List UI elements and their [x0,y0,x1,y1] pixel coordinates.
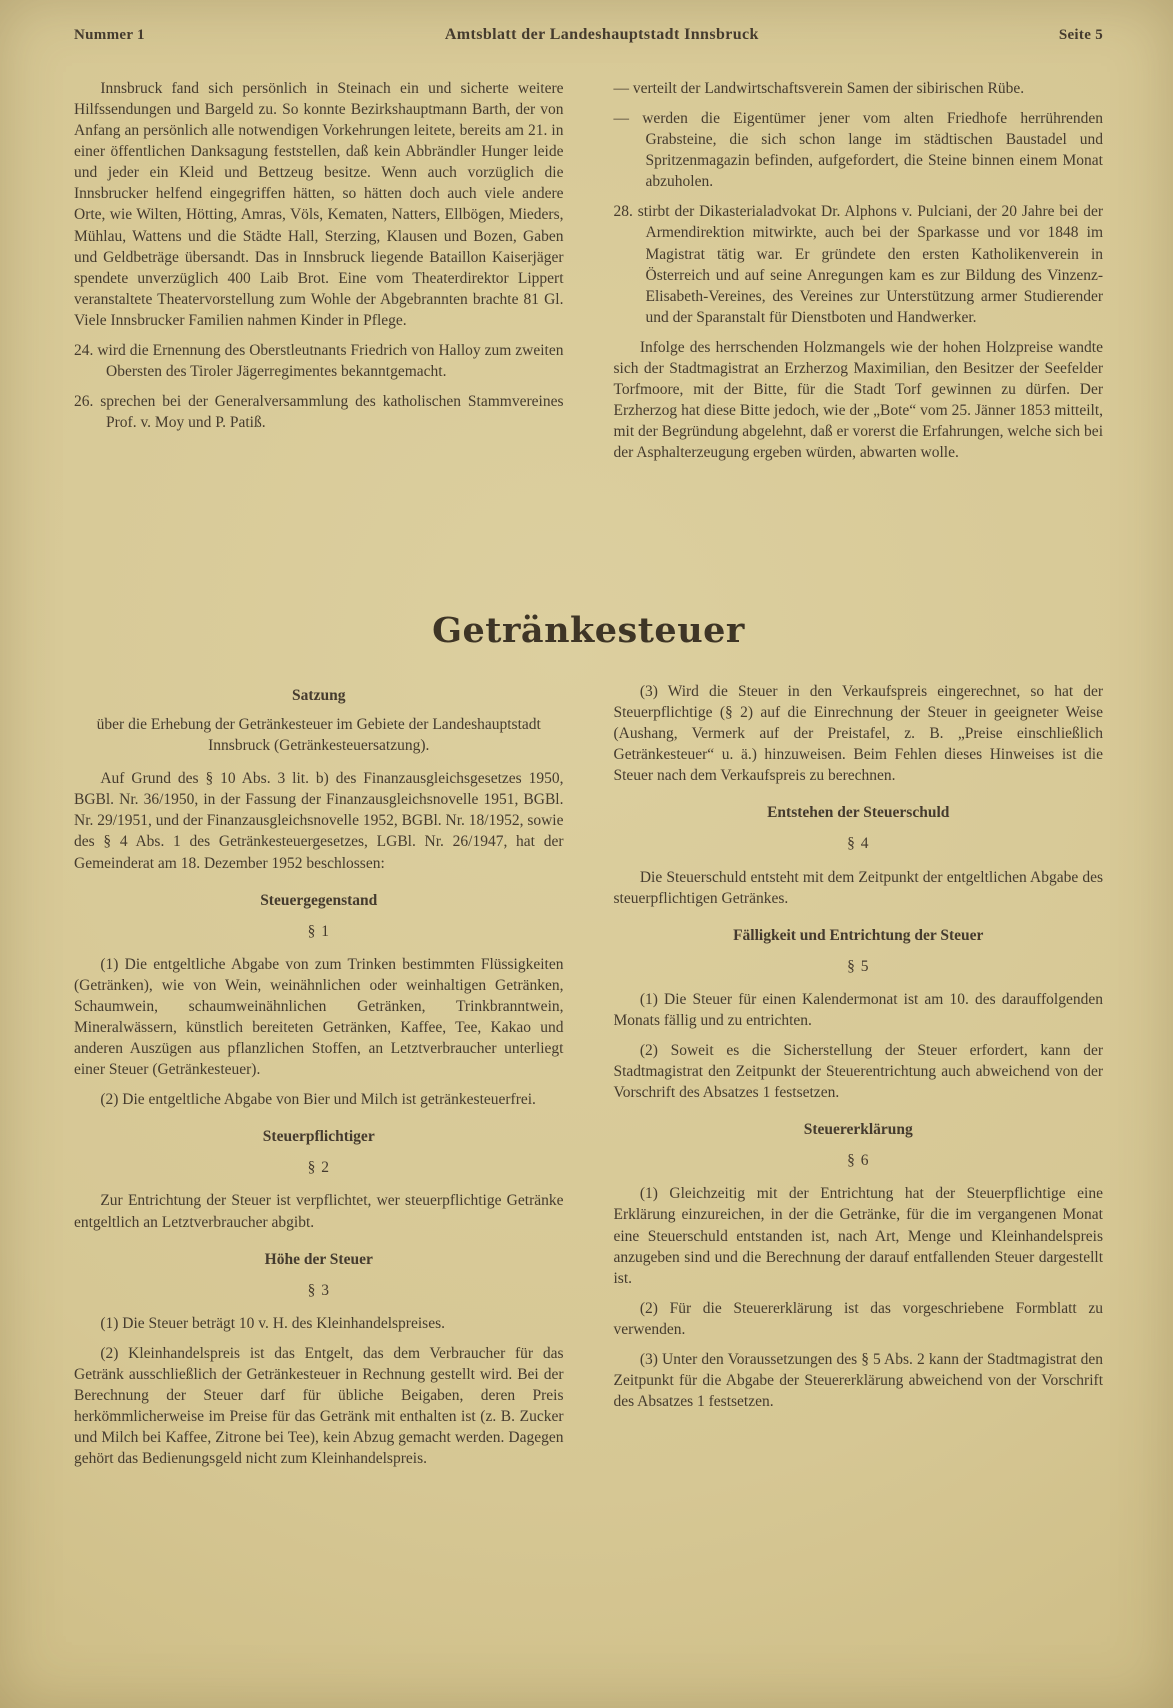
statute-paragraph-5-1: (1) Die Steuer für einen Kalendermonat ist am 10. des darauffolgenden Monats fällig und zu entrichten. [613,990,1103,1029]
heading-satzung: Satzung [292,687,346,704]
statute-paragraph-6-1: (1) Gleichzeitig mit der Entrichtung hat der Steuerpflichtige eine Erklärung einzureichen, in der die Getränke, für die im vergangenen Monat eine Steuerschuld entstanden ist, nach Art, Menge und Kleinhandelspreis anzugeben sind und die Berechnung der darauf entfallenden Steuer dargestellt ist. [613,1185,1103,1287]
statute-paragraph-3-1: (1) Die Steuer beträgt 10 v. H. des Kleinhandelspreises. [100,1314,445,1332]
paragraph-label-5: § 5 [847,957,870,975]
chronicle-section [74,78,1103,584]
statute-intro-paragraph: Auf Grund des § 10 Abs. 3 lit. b) des Finanzausgleichsgesetzes 1950, BGBl. Nr. 36/1950, in der Fassung der Finanzausgleichsnovelle 1951, BGBl. Nr. 29/1951, und der Finanzausgleichsnovelle 1952, BGBl. Nr. 18/1952, sowie des § 4 Abs. 1 des Getränkesteuergesetzes, LGBl. Nr. 26/1947, hat der Gemeinderat am 18. Dezember 1952 beschlossen: [74,770,564,872]
heading-faelligkeit-und-entrichtung: Fälligkeit und Entrichtung der Steuer [733,926,984,944]
paragraph-label-2: § 2 [307,1159,330,1177]
satzung-subtitle: über die Erhebung der Getränkesteuer im Gebiete der Landeshauptstadt Innsbruck (Getränkesteuersatzung). [96,716,541,755]
heading-steuerpflichtiger: Steuerpflichtiger [262,1128,375,1146]
chronicle-entry-26: 26. sprechen bei der Generalversammlung des katholischen Stammvereines Prof. v. Moy und P. Patiß. [74,393,564,432]
section-title-getraenkesteuer: Getränkesteuer [432,610,745,651]
masthead-page-number: Seite 5 [1058,27,1103,43]
chronicle-left-column [74,78,564,584]
masthead [74,26,1103,44]
statute-paragraph-4-1: Die Steuerschuld entsteht mit dem Zeitpunkt der entgeltlichen Abgabe des steuerpflichtigen Getränkes. [613,868,1103,907]
masthead-title: Amtsblatt der Landeshauptstadt Innsbruck [444,26,759,43]
heading-steuererklaerung: Steuererklärung [803,1121,913,1139]
chronicle-paragraph: Infolge des herrschenden Holzmangels wie der hohen Holzpreise wandte sich der Stadtmagistrat an Erzherzog Maximilian, den Besitzer der Seefelder Torfmoore, mit der Bitte, für die Stadt Torf gewinnen zu dürfen. Der Erzherzog hat diese Bitte jedoch, wie der „Bote“ vom 25. Jänner 1853 mitteilt, mit der Begründung abgelehnt, daß er vorerst die Erfahrungen, welche sich bei der Asphalterzeugung ergeben würden, abwarten wolle. [613,338,1103,462]
chronicle-dash-entry: — verteilt der Landwirtschaftsverein Samen der sibirischen Rübe. [613,80,1025,97]
chronicle-entry-28: 28. stirbt der Dikasterialadvokat Dr. Alphons v. Pulciani, der 20 Jahre bei der Armendirektion mitwirkte, auch bei der Sparkasse und vor 1848 im Magistrat tätig war. Er gründete den ersten Katholikenverein in Österreich und auf seine Anregungen kam es zur Bildung des Vinzenz-Elisabeth-Vereines, des Vereines zur Unterstützung armer Studierender und der Sparanstalt für Dienstboten und Handwerker. [613,203,1103,326]
paragraph-label-6: § 6 [847,1152,870,1170]
heading-entstehen-der-steuerschuld: Entstehen der Steuerschuld [767,804,950,822]
statute-paragraph-3-3: (3) Wird die Steuer in den Verkaufspreis eingerechnet, so hat der Steuerpflichtige (§ 2) auf die Einrechnung der Steuer in geeigneter Weise (Aushang, Vermerk auf der Preistafel, z. B. „Preise einschließlich Getränkesteuer“ u. ä.) hinzuweisen. Beim Fehlen dieses Hinweises ist die Steuer nach dem Verkaufspreis zu berechnen. [613,683,1103,785]
paragraph-label-3: § 3 [307,1281,330,1299]
heading-steuergegenstand: Steuergegenstand [260,891,378,909]
statute-paragraph-6-2: (2) Für die Steuererklärung ist das vorgeschriebene Formblatt zu verwenden. [613,1299,1103,1338]
paragraph-label-4: § 4 [847,835,870,853]
heading-hoehe-der-steuer: Höhe der Steuer [264,1250,373,1268]
statute-paragraph-2-1: Zur Entrichtung der Steuer ist verpflichtet, wer steuerpflichtige Getränke entgeltlich an Letztverbraucher abgibt. [74,1192,564,1231]
masthead-issue-number: Nummer 1 [74,27,145,43]
chronicle-dash-entry: — werden die Eigentümer jener vom alten Friedhofe herrührenden Grabsteine, die sich schon lange im städtischen Baustadel und Spritzenmagazin befinden, aufgefordert, die Steine binnen einem Monat abzuholen. [613,110,1103,191]
statute-right-column [614,681,1104,1478]
statute-left-column [74,681,564,1478]
statute-paragraph-1-2: (2) Die entgeltliche Abgabe von Bier und Milch ist getränkesteuerfrei. [100,1091,536,1109]
statute-paragraph-6-3: (3) Unter den Voraussetzungen des § 5 Abs. 2 kann der Stadtmagistrat den Zeitpunkt für die Abgabe der Steuererklärung abweichend von der Vorschrift des Absatzes 1 festsetzen. [613,1350,1103,1411]
chronicle-right-column [614,78,1104,584]
paragraph-label-1: § 1 [307,922,330,940]
chronicle-paragraph: Innsbruck fand sich persönlich in Steinach ein und sicherte weitere Hilfssendungen und Bargeld zu. So konnte Bezirkshauptmann Barth, der von Anfang an persönlich alle notwendigen Vorkehrungen leitete, bereits am 21. in einer öffentlichen Danksagung feststellen, daß kein Abbrändler Hunger leide und jeder ein Kleid und Bettzeug besitze. Wenn auch vorzüglich die Innsbrucker helfend eingegriffen hätten, so hätten doch auch viele andere Orte, wie Wilten, Hötting, Amras, Völs, Kematen, Natters, Ellbögen, Mieders, Mühlau, Wattens und die Städte Hall, Sterzing, Klausen und Bozen, Gaben und Geldbeträge übersandt. Das in Innsbruck liegende Bataillon Kaiserjäger spendete unverzüglich 400 Laib Brot. Eine vom Theaterdirektor Lippert veranstaltete Theatervorstellung zum Wohle der Abgebrannten brachte 81 Gl. Viele Innsbrucker Familien nahmen Kinder in Pflege. [74,80,564,329]
statute-paragraph-3-2: (2) Kleinhandelspreis ist das Entgelt, das dem Verbraucher für das Getränk ausschließlich der Getränkesteuer in Rechnung gestellt wird. Bei der Berechnung der Steuer darf für übliche Beigaben, deren Preis herkömmlicherweise im Preise für das Getränk mit enthalten ist (z. B. Zucker und Milch bei Kaffee, Zitrone bei Tee), kein Abzug gemacht werden. Dagegen gehört das Bedienungsgeld nicht zum Kleinhandelspreis. [74,1344,564,1468]
statute-paragraph-5-2: (2) Soweit es die Sicherstellung der Steuer erfordert, kann der Stadtmagistrat den Zeitpunkt der Steuerentrichtung auch abweichend von der Vorschrift des Absatzes 1 festsetzen. [613,1042,1103,1102]
chronicle-entry-24: 24. wird die Ernennung des Oberstleutnants Friedrich von Halloy zum zweiten Obersten des Tiroler Jägerregimentes bekanntgemacht. [74,341,564,381]
tax-statute-section [74,681,1103,1478]
statute-paragraph-1-1: (1) Die entgeltliche Abgabe von zum Trinken bestimmten Flüssigkeiten (Getränken), wie von Wein, weinähnlichen oder weinhaltigen Getränken, Schaumwein, schaumweinähnlichen Getränken, Trinkbranntwein, Mineralwässern, künstlich bereiteten Getränken, Kaffee, Tee, Kakao und anderen Auszügen aus pflanzlichen Stoffen, an Letztverbraucher unterliegt einer Steuer (Getränkesteuer). [74,955,564,1079]
